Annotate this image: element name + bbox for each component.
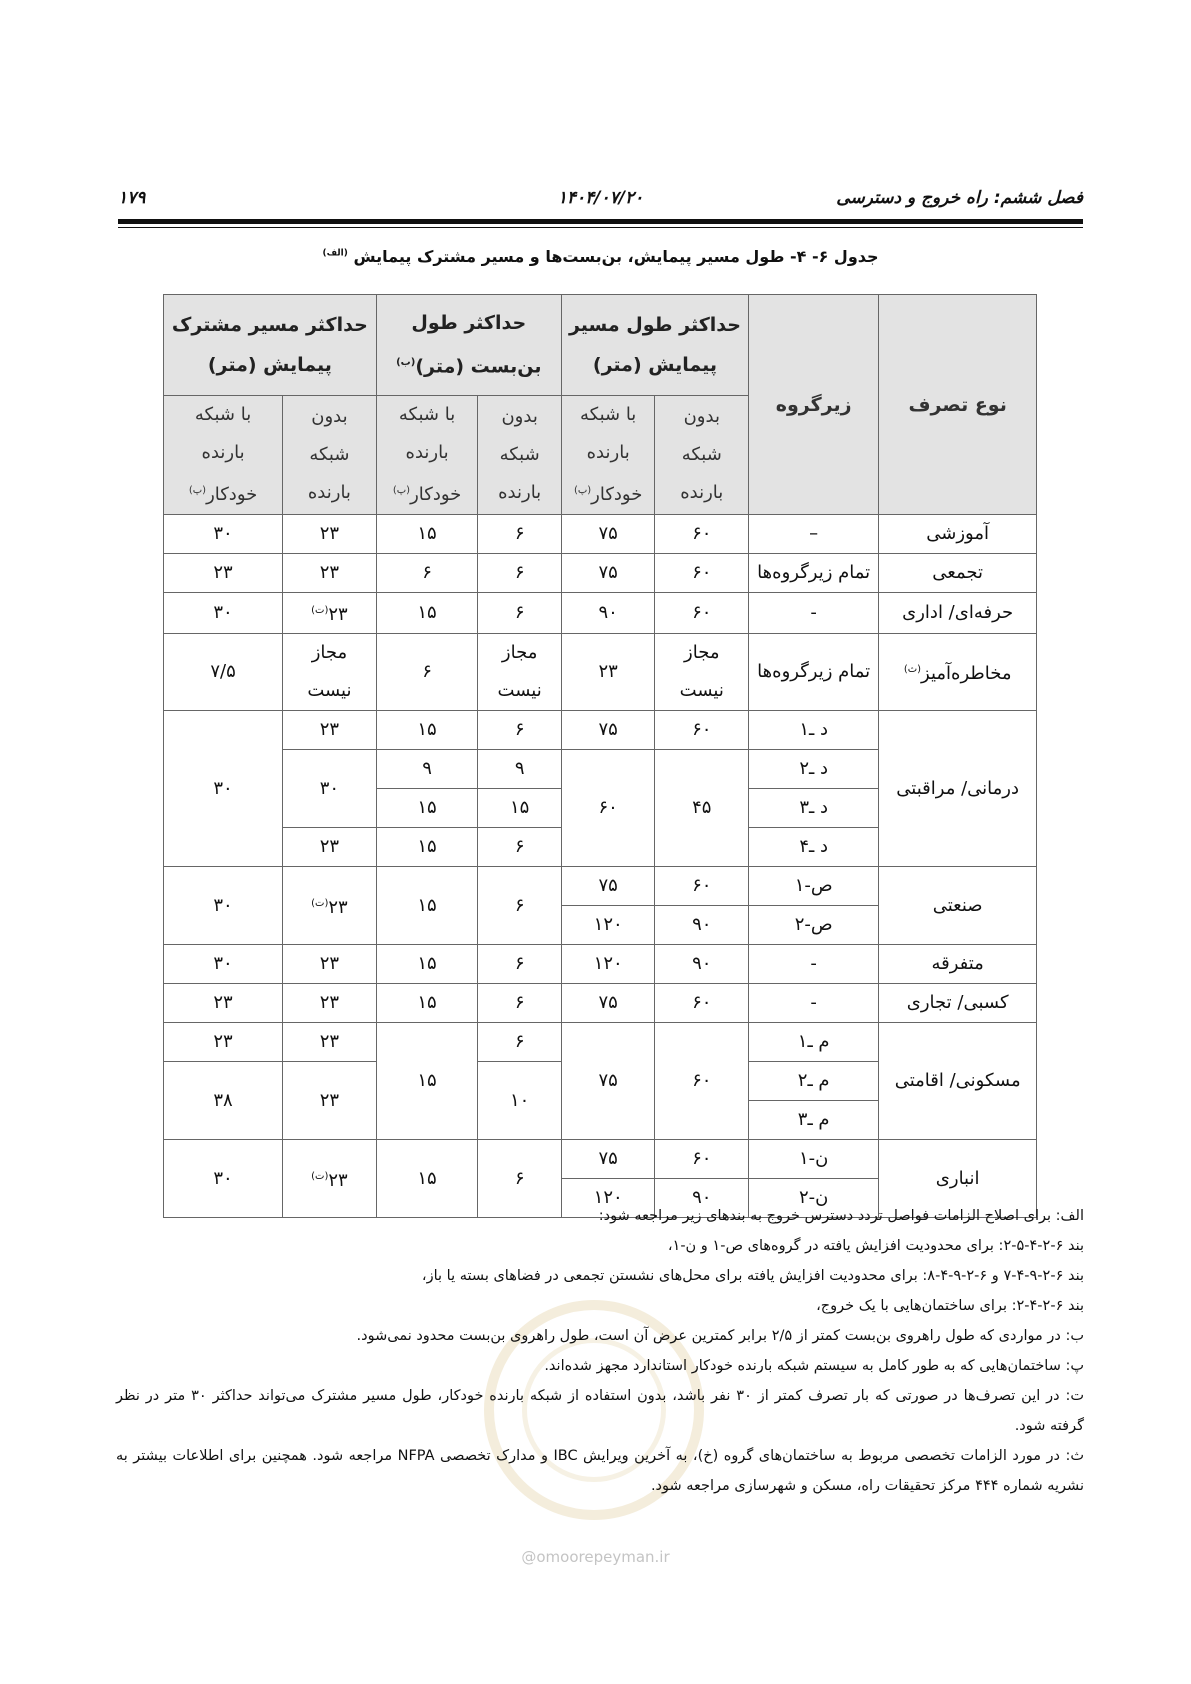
note-item: ب: در مواردی که طول راهروی بن‌بست کمتر از ۲/۵ برابر کمترین عرض آن است، طول راهروی بن‌بست محدود نمی‌شود. bbox=[356, 1328, 1084, 1344]
page-number: ۱۷۹ bbox=[118, 188, 146, 208]
value-cell: ۷۵ bbox=[561, 867, 655, 906]
value-cell: ۱۵ bbox=[376, 1140, 478, 1218]
value-cell: ۹۰ bbox=[655, 945, 749, 984]
table-row bbox=[164, 554, 1037, 593]
value-cell: ۷۵ bbox=[561, 1023, 655, 1140]
value-cell: ۱۵ bbox=[376, 711, 478, 750]
value-cell: ۳۰ bbox=[164, 867, 283, 945]
table-row bbox=[164, 984, 1037, 1023]
table-row bbox=[164, 593, 1037, 634]
value-cell: ۳۰ bbox=[283, 750, 377, 828]
value-cell: ۹ bbox=[376, 750, 478, 789]
value-cell: ۱۵ bbox=[376, 828, 478, 867]
subgroup-cell: د ـ۱ bbox=[749, 711, 879, 750]
subgroup-cell: ن-۲ bbox=[749, 1179, 879, 1218]
value-cell: ۶ bbox=[376, 554, 478, 593]
value-cell: ۲۳ bbox=[283, 828, 377, 867]
value-cell: ۱۵ bbox=[376, 789, 478, 828]
table-row bbox=[164, 515, 1037, 554]
value-cell: ۶۰ bbox=[655, 1023, 749, 1140]
value-cell: مجاز نیست bbox=[655, 634, 749, 711]
note-item: بند ۶-۲-۴-۲: برای ساختمان‌هایی با یک خروج، bbox=[816, 1298, 1084, 1314]
value-cell: ۷۵ bbox=[561, 1140, 655, 1179]
value-cell: ۹۰ bbox=[655, 1179, 749, 1218]
subgroup-cell: م ـ۳ bbox=[749, 1101, 879, 1140]
header-travel-distance: حداکثر طول مسیر پیمایش (متر) bbox=[561, 295, 748, 396]
table-notes bbox=[116, 1201, 1084, 1501]
value-cell: ۱۵ bbox=[376, 984, 478, 1023]
table-row bbox=[164, 867, 1037, 906]
occupancy-cell: مخاطره‌آمیز$^{(ث)}$ bbox=[879, 634, 1037, 711]
value-cell: ۳۰ bbox=[164, 593, 283, 634]
header-rule-thick bbox=[118, 219, 1083, 224]
header-subgroup: زیرگروه bbox=[749, 295, 879, 515]
value-cell: ۳۰ bbox=[164, 1140, 283, 1218]
value-cell: ۲۳ bbox=[164, 984, 283, 1023]
value-cell: ۲۳ bbox=[164, 554, 283, 593]
value-cell: ۷۵ bbox=[561, 711, 655, 750]
value-cell: ۶۰ bbox=[561, 750, 655, 867]
subgroup-cell: - bbox=[749, 945, 879, 984]
page-header bbox=[118, 188, 1083, 210]
header-unsprinklered: بدون شبکه بارنده bbox=[283, 396, 377, 515]
header-unsprinklered: بدون شبکه بارنده bbox=[478, 396, 561, 515]
value-cell: $۲۳^{(ت)}$ bbox=[283, 1140, 377, 1218]
value-cell: ۷۵ bbox=[561, 984, 655, 1023]
value-cell: ۶ bbox=[478, 945, 561, 984]
value-cell: ۲۳ bbox=[164, 1023, 283, 1062]
occupancy-cell: آموزشی bbox=[879, 515, 1037, 554]
value-cell: ۶۰ bbox=[655, 593, 749, 634]
occupancy-cell: متفرقه bbox=[879, 945, 1037, 984]
value-cell: ۱۵ bbox=[376, 945, 478, 984]
subgroup-cell: ن-۱ bbox=[749, 1140, 879, 1179]
occupancy-cell: حرفه‌ای/ اداری bbox=[879, 593, 1037, 634]
value-cell: ۶۰ bbox=[655, 984, 749, 1023]
occupancy-cell: مسکونی/ اقامتی bbox=[879, 1023, 1037, 1140]
header-row-groups bbox=[164, 295, 1037, 396]
header-rule-thin bbox=[118, 227, 1083, 228]
subgroup-cell: ص-۲ bbox=[749, 906, 879, 945]
value-cell: ۱۵ bbox=[376, 593, 478, 634]
subgroup-cell: د ـ۳ bbox=[749, 789, 879, 828]
header-dead-end: حداکثر طول بن‌بست (متر)$^{(ب)}$ bbox=[376, 295, 561, 396]
caption-text: جدول ۶- ۴- طول مسیر پیمایش، بن‌بست‌ها و مسیر مشترک پیمایش bbox=[353, 247, 879, 266]
value-cell: ۲۳ bbox=[283, 711, 377, 750]
table-row bbox=[164, 945, 1037, 984]
subgroup-cell: تمام زیرگروه‌ها bbox=[749, 554, 879, 593]
caption-note-mark: (الف) bbox=[322, 248, 348, 259]
value-cell: ۱۵ bbox=[478, 789, 561, 828]
value-cell: ۶ bbox=[478, 867, 561, 945]
table-row bbox=[164, 634, 1037, 711]
value-cell: ۷/۵ bbox=[164, 634, 283, 711]
table-row bbox=[164, 711, 1037, 750]
occupancy-cell: تجمعی bbox=[879, 554, 1037, 593]
note-item: بند ۶-۲-۴-۵-۲: برای محدودیت افزایش یافته در گروه‌های ص-۱ و ن-۱، bbox=[667, 1238, 1084, 1254]
value-cell: ۲۳ bbox=[283, 554, 377, 593]
value-cell: ۶ bbox=[478, 984, 561, 1023]
subgroup-cell: تمام زیرگروه‌ها bbox=[749, 634, 879, 711]
value-cell: ۶۰ bbox=[655, 711, 749, 750]
value-cell: ۶ bbox=[478, 593, 561, 634]
occupancy-cell: صنعتی bbox=[879, 867, 1037, 945]
chapter-title: فصل ششم: راه خروج و دسترسی bbox=[836, 188, 1083, 208]
value-cell: ۳۰ bbox=[164, 711, 283, 867]
value-cell: ۱۵ bbox=[376, 867, 478, 945]
value-cell: مجاز نیست bbox=[478, 634, 561, 711]
value-cell: ۶ bbox=[478, 554, 561, 593]
value-cell: ۶۰ bbox=[655, 554, 749, 593]
value-cell: ۱۲۰ bbox=[561, 906, 655, 945]
value-cell: ۱۵ bbox=[376, 515, 478, 554]
subgroup-cell: ص-۱ bbox=[749, 867, 879, 906]
value-cell: ۲۳ bbox=[283, 984, 377, 1023]
note-item: بند ۶-۲-۹-۴-۷ و ۶-۲-۹-۴-۸: برای محدودیت افزایش یافته برای محل‌های نشستن تجمعی در فضاهای بسته یا باز، bbox=[421, 1268, 1084, 1284]
subgroup-cell: م ـ۲ bbox=[749, 1062, 879, 1101]
header-sprinklered: با شبکه بارنده خودکار$^{(پ)}$ bbox=[376, 396, 478, 515]
value-cell: ۶۰ bbox=[655, 1140, 749, 1179]
note-item: پ: ساختمان‌هایی که به طور کامل به سیستم شبکه بارنده خودکار استاندارد مجهز شده‌اند. bbox=[544, 1358, 1084, 1374]
note-item: ت: در این تصرف‌ها در صورتی که بار تصرف کمتر از ۳۰ نفر باشد، بدون استفاده از شبکه بارنده خودکار، طول مسیر مشترک می‌تواند حداکثر ۳۰ متر در نظر گرفته شود. bbox=[116, 1388, 1084, 1434]
subgroup-cell: - bbox=[749, 593, 879, 634]
note-item: ث: در مورد الزامات تخصصی مربوط به ساختمان‌های گروه (خ)، به آخرین ویرایش IBC و مدارک تخصصی NFPA مراجعه شود. همچنین برای اطلاعات بیشتر به نشریه شماره ۴۴۴ مرکز تحقیقات راه، مسکن و شهرسازی مراجعه شود. bbox=[116, 1448, 1084, 1494]
value-cell: ۲۳ bbox=[561, 634, 655, 711]
value-cell: ۹ bbox=[478, 750, 561, 789]
occupancy-cell: کسبی/ تجاری bbox=[879, 984, 1037, 1023]
header-date: ۱۴۰۴/۰۷/۲۰ bbox=[557, 188, 644, 208]
note-item: الف: برای اصلاح الزامات فواصل تردد دسترس خروج به بندهای زیر مراجعه شود: bbox=[598, 1208, 1084, 1224]
value-cell: ۲۳ bbox=[283, 945, 377, 984]
subgroup-cell: - bbox=[749, 984, 879, 1023]
value-cell: ۲۳ bbox=[283, 515, 377, 554]
subgroup-cell: د ـ۴ bbox=[749, 828, 879, 867]
value-cell: ۶ bbox=[478, 1140, 561, 1218]
value-cell: ۳۸ bbox=[164, 1062, 283, 1140]
value-cell: ۹۰ bbox=[655, 906, 749, 945]
value-cell: ۶۰ bbox=[655, 515, 749, 554]
value-cell: ۲۳ bbox=[283, 1062, 377, 1140]
value-cell: ۹۰ bbox=[561, 593, 655, 634]
value-cell: مجاز نیست bbox=[283, 634, 377, 711]
value-cell: ۳۰ bbox=[164, 515, 283, 554]
value-cell: ۱۲۰ bbox=[561, 1179, 655, 1218]
header-common-path: حداکثر مسیر مشترک پیمایش (متر) bbox=[164, 295, 377, 396]
value-cell: ۷۵ bbox=[561, 515, 655, 554]
occupancy-cell: درمانی/ مراقبتی bbox=[879, 711, 1037, 867]
value-cell: ۱۲۰ bbox=[561, 945, 655, 984]
value-cell: ۶ bbox=[478, 711, 561, 750]
travel-distance-table bbox=[163, 294, 1037, 1218]
table-row bbox=[164, 1140, 1037, 1179]
value-cell: ۶ bbox=[478, 828, 561, 867]
value-cell: ۲۳ bbox=[283, 1023, 377, 1062]
header-sprinklered: با شبکه بارنده خودکار$^{(پ)}$ bbox=[561, 396, 655, 515]
watermark-text: @omoorepeyman.ir bbox=[521, 1548, 670, 1566]
value-cell: ۶ bbox=[376, 634, 478, 711]
header-sprinklered: با شبکه بارنده خودکار$^{(پ)}$ bbox=[164, 396, 283, 515]
occupancy-cell: انباری bbox=[879, 1140, 1037, 1218]
value-cell: $۲۳^{(ت)}$ bbox=[283, 867, 377, 945]
header-unsprinklered: بدون شبکه بارنده bbox=[655, 396, 749, 515]
value-cell: ۱۰ bbox=[478, 1062, 561, 1140]
value-cell: ۶ bbox=[478, 515, 561, 554]
value-cell: ۴۵ bbox=[655, 750, 749, 867]
value-cell: ۳۰ bbox=[164, 945, 283, 984]
value-cell: ۷۵ bbox=[561, 554, 655, 593]
header-occupancy-type: نوع تصرف bbox=[879, 295, 1037, 515]
subgroup-cell: د ـ۲ bbox=[749, 750, 879, 789]
subgroup-cell: م ـ۱ bbox=[749, 1023, 879, 1062]
table-caption bbox=[118, 247, 1083, 266]
table-row bbox=[164, 1023, 1037, 1062]
value-cell: $۲۳^{(ت)}$ bbox=[283, 593, 377, 634]
value-cell: ۶ bbox=[478, 1023, 561, 1062]
subgroup-cell: – bbox=[749, 515, 879, 554]
value-cell: ۶۰ bbox=[655, 867, 749, 906]
value-cell: ۱۵ bbox=[376, 1023, 478, 1140]
